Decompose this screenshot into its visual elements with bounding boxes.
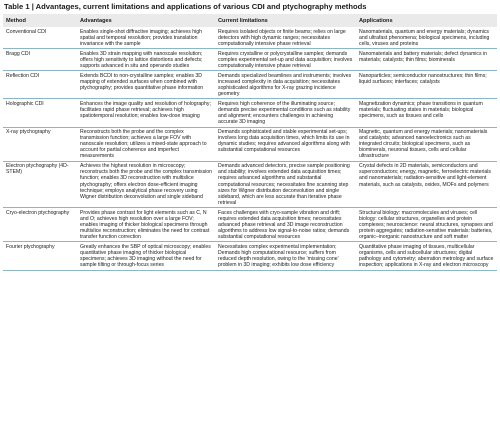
applications-cell: Magnetic, quantum and energy materials; nanomaterials and catalysts; advanced nanoelectronics such as integrated circuits; biological specimens, such as biominerals, neuronal tissues, cells and cellular ultrastructure (356, 127, 497, 161)
method-cell: Holographic CDI (3, 99, 77, 127)
applications-cell: Crystal defects in 2D materials, semiconductors and superconductors; energy, magnetic, ferroelectric materials and nanomaterials; radiation-sensitive and light-element materials, such as catalysts, oxides, MOFs and polymers (356, 161, 497, 207)
table-row (3, 242, 497, 270)
methods-table (3, 14, 497, 270)
header-applications: Applications (356, 14, 497, 27)
advantages-cell: Provides phase contrast for light elements such as C, N and O; achieves high resolution over a large FOV; enables imaging of thicker biological specimens through multislice reconstruction; eliminates the need for contrast transfer function correction (77, 208, 215, 242)
limitations-cell: Requires crystalline or polycrystalline samples; demands complex experimental set-up and data acquisition; involves computationally intensive phase retrieval (215, 49, 356, 71)
method-cell: Fourier ptychography (3, 242, 77, 270)
table-body (3, 27, 497, 270)
header-advantages: Advantages (77, 14, 215, 27)
applications-cell: Nanomaterials, quantum and energy materials; dynamics and ultrafast phenomena; biological specimens, including cells, viruses and proteins (359, 28, 490, 47)
applications-cell: Structural biology: macromolecules and viruses; cell biology: cellular structures, organelles and protein complexes; neuroscience: neural structures, synapses and protein aggregates; radiation-sensitive materials: batteries, organic–inorganic nanostructure and soft matter (356, 208, 497, 242)
advantages-cell: Enables 3D strain mapping with nanoscale resolution; offers high sensitivity to lattice distortions and defects; supports advanced in situ and operando studies (77, 49, 215, 71)
advantages-cell: Enhances the image quality and resolution of holography; facilitates rapid phase retrieval; achieves high spatiotemporal resolution; enables low-dose imaging (77, 99, 215, 127)
limitations-cell: Demands specialized beamlines and instruments; involves increased complexity in data acquisition; necessitates sophisticated algorithms for X-ray grazing incidence geometry (215, 71, 356, 99)
applications-cell: Nanomaterials and battery materials; defect dynamics in materials; catalysts; thin films; biominerals (356, 49, 497, 71)
applications-cell: Quantitative phase imaging of tissues, multicellular organisms, cells and subcellular structures; digital pathology and cytometry; aberration metrology and surface inspection; applications in X-ray and electron microscopy (356, 242, 497, 270)
table-row (3, 127, 497, 161)
table-row (3, 99, 497, 127)
table-caption: Table 1 | Advantages, current limitations and applications of various CDI and ptychography methods (4, 2, 367, 11)
advantages-cell: Extends BCDI to non-crystalline samples; enables 3D mapping of extended surfaces when combined with ptychography; provides quantitative phase information (77, 71, 215, 99)
table-header (3, 14, 497, 27)
table-row (3, 71, 497, 99)
limitations-cell: Demands sophisticated and stable experimental set-ups; involves long data acquisition times, which limits its use in dynamic studies; requires advanced algorithms along with substantial computational resources (215, 127, 356, 161)
table-row (3, 208, 497, 242)
method-cell: Bragg CDI (3, 49, 77, 71)
table-container (3, 14, 497, 271)
table-row (3, 27, 497, 49)
limitations-cell: Faces challenges with cryo-sample vibration and drift; requires extended data acquisition times; necessitates advanced phase retrieval and 3D image reconstruction algorithms to address low signal-to-noise ratios; demands substantial computational resources (215, 208, 356, 242)
method-cell: X-ray ptychography (3, 127, 77, 161)
table-row (3, 49, 497, 71)
limitations-cell: Demands advanced detectors, precise sample positioning and stability; involves extended data acquisition times; requires advanced algorithms and substantial computational resources; necessitates fine scanning step sizes for Wigner distribution deconvolution and single sideband, which are less accurate than iterative phase retrieval (215, 161, 356, 207)
table-row (3, 161, 497, 207)
header-method: Method (3, 14, 77, 27)
limitations-cell: Requires isolated objects or finite beams; relies on large detectors with high dynamic ranges; necessitates computationally intensive phase retrieval (218, 28, 346, 47)
header-row (3, 14, 497, 27)
applications-cell: Nanoparticles; semiconductor nanostructures; thin films; liquid surfaces; interfaces; catalysts (356, 71, 497, 99)
method-cell: Conventional CDI (6, 28, 47, 35)
advantages-cell: Enables single-shot diffractive imaging; achieves high spatial and temporal resolution; provides translation invariance with the sample (80, 28, 202, 47)
method-cell: Electron ptychography (4D-STEM) (3, 161, 77, 207)
limitations-cell: Requires high coherence of the illuminating source; demands precise experimental conditions such as stability and alignment; encounters challenges in achieving accurate 3D imaging (215, 99, 356, 127)
header-limitations: Current limitations (215, 14, 356, 27)
advantages-cell: Greatly enhances the SBP of optical microscopy; enables quantitative phase imaging of thicker biological specimens; achieves 3D imaging without the need for sample tilting or through-focus series (77, 242, 215, 270)
method-cell: Cryo-electron ptychography (3, 208, 77, 242)
method-cell: Reflection CDI (3, 71, 77, 99)
limitations-cell: Necessitates complex experimental implementation; Demands high computational resource; suffers from reduced depth resolution, owing to the 'missing cone' problem in 3D imaging; exhibits low dose efficiency (215, 242, 356, 270)
applications-cell: Magnetization dynamics; phase transitions in quantum materials; fluctuating states in materials; biological specimens, such as tissues and cells (356, 99, 497, 127)
advantages-cell: Reconstructs both the probe and the complex transmission function; achieves a large FOV with nanoscale resolution; utilizes a mixed-state approach to account for partial coherence and imperfect measurements (77, 127, 215, 161)
advantages-cell: Achieves the highest resolution in microscopy; reconstructs both the probe and the complex transmission function; enables 3D reconstruction with multislice ptychography; offers electron dose-efficient imaging technique; employs analytical phase recovery using Wigner distribution deconvolution and single sideband (77, 161, 215, 207)
